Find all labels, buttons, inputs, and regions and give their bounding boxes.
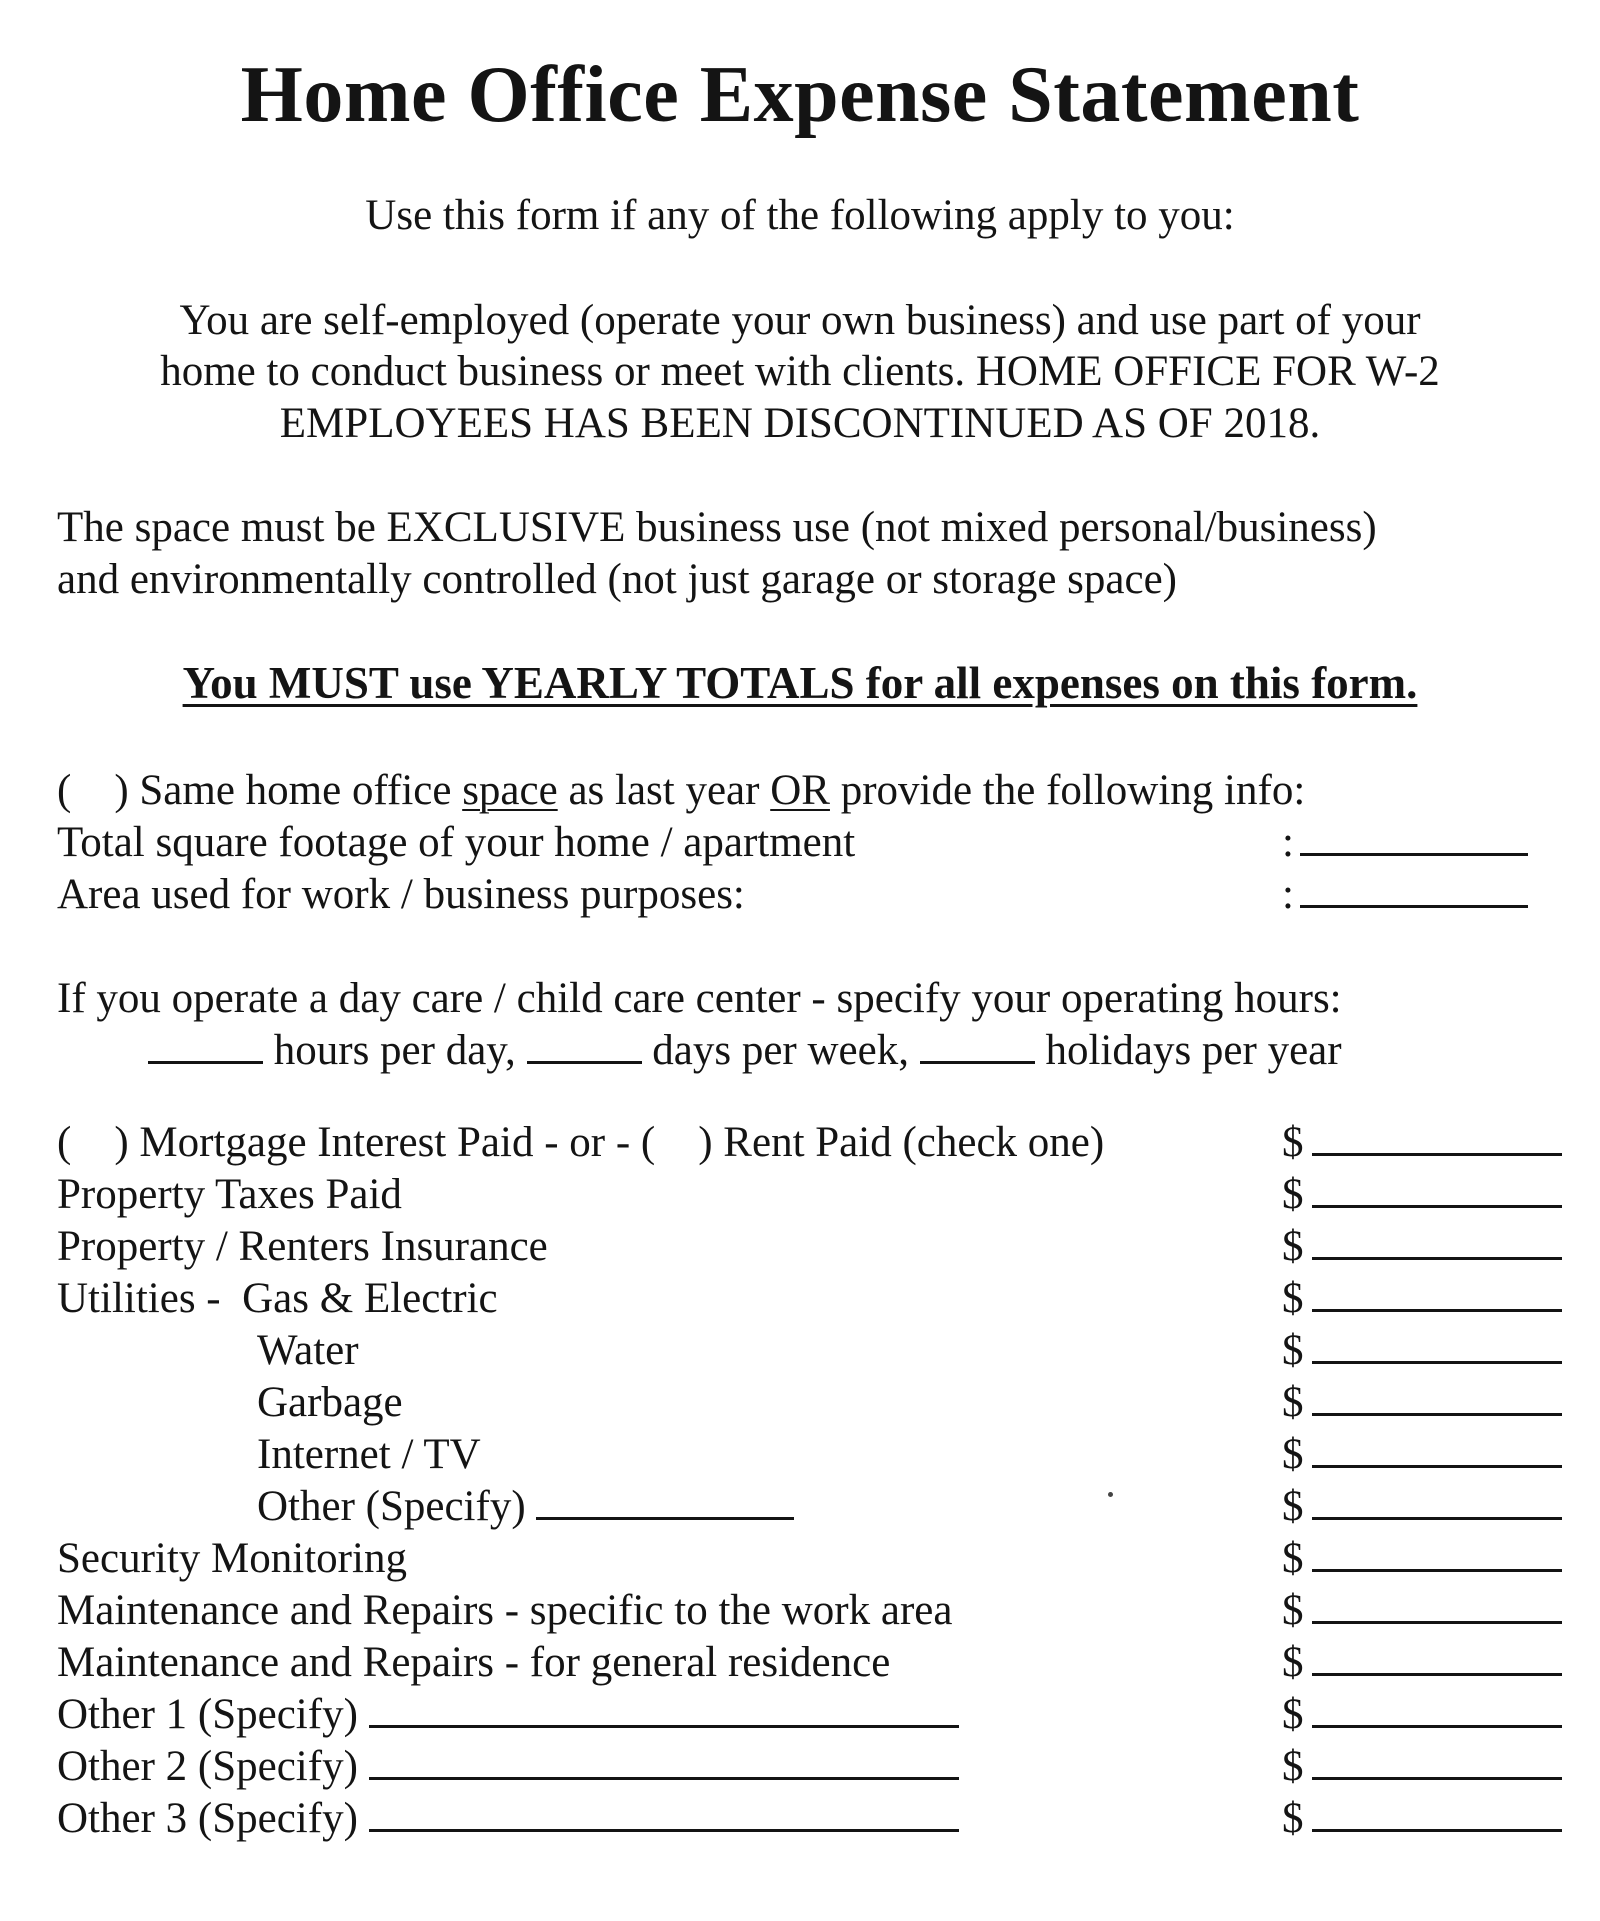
mortgage-rent-line bbox=[57, 1117, 1104, 1169]
dollar-sign: $ bbox=[1282, 1639, 1304, 1686]
garbage-amount bbox=[1282, 1377, 1562, 1429]
maint-general-label: Maintenance and Repairs - for general residence bbox=[57, 1639, 891, 1686]
other1-label: Other 1 (Specify) bbox=[57, 1691, 369, 1738]
maint-work-label: Maintenance and Repairs - specific to the work area bbox=[57, 1587, 953, 1634]
maint-work-input[interactable] bbox=[1312, 1585, 1562, 1624]
mortgage-label: Mortgage Interest Paid - or - bbox=[139, 1119, 641, 1166]
dollar-sign: $ bbox=[1282, 1691, 1304, 1738]
utility-other-line bbox=[257, 1481, 794, 1533]
other1-line bbox=[57, 1689, 959, 1741]
same-space-suffix: provide the following info: bbox=[829, 767, 1306, 814]
total-sqft-colon: : bbox=[1282, 819, 1294, 866]
security-amount bbox=[1282, 1533, 1562, 1585]
yearly-totals-notice: You MUST use YEARLY TOTALS for all expenses on this form. bbox=[182, 658, 1418, 708]
gas-electric-input[interactable] bbox=[1312, 1273, 1562, 1312]
internet-tv-input[interactable] bbox=[1312, 1429, 1562, 1468]
work-area-field bbox=[1282, 869, 1528, 921]
maint-general-input[interactable] bbox=[1312, 1637, 1562, 1676]
property-taxes-label: Property Taxes Paid bbox=[57, 1171, 402, 1218]
gas-electric-label: Gas & Electric bbox=[242, 1275, 498, 1322]
internet-tv-label: Internet / TV bbox=[257, 1431, 481, 1478]
other3-amount bbox=[1282, 1793, 1562, 1845]
other3-specify-input[interactable] bbox=[369, 1793, 959, 1832]
dollar-sign: $ bbox=[1282, 1275, 1304, 1322]
garbage-input[interactable] bbox=[1312, 1377, 1562, 1416]
mortgage-rent-amount bbox=[1282, 1117, 1562, 1169]
same-space-word: space bbox=[462, 767, 558, 814]
paragraph2-line2: and environmentally controlled (not just garage or storage space) bbox=[57, 556, 1177, 603]
utility-other-amount bbox=[1282, 1481, 1562, 1533]
dollar-sign: $ bbox=[1282, 1119, 1304, 1166]
other3-line bbox=[57, 1793, 959, 1845]
insurance-input[interactable] bbox=[1312, 1221, 1562, 1260]
security-input[interactable] bbox=[1312, 1533, 1562, 1572]
other2-amount bbox=[1282, 1741, 1562, 1793]
daycare-hours-line bbox=[148, 1025, 1342, 1077]
other2-input[interactable] bbox=[1312, 1741, 1562, 1780]
work-area-input[interactable] bbox=[1300, 869, 1528, 908]
water-label: Water bbox=[257, 1327, 359, 1374]
security-label: Security Monitoring bbox=[57, 1535, 407, 1582]
other3-label: Other 3 (Specify) bbox=[57, 1795, 369, 1842]
total-sqft-input[interactable] bbox=[1300, 817, 1528, 856]
same-space-prefix: Same home office bbox=[139, 767, 463, 814]
mortgage-checkbox[interactable]: ( ) bbox=[57, 1119, 129, 1166]
paragraph1-line1: You are self-employed (operate your own business) and use part of your bbox=[179, 297, 1421, 344]
other2-line bbox=[57, 1741, 959, 1793]
paragraph1-line3: EMPLOYEES HAS BEEN DISCONTINUED AS OF 2018. bbox=[279, 400, 1321, 447]
other1-amount bbox=[1282, 1689, 1562, 1741]
maint-general-amount bbox=[1282, 1637, 1562, 1689]
property-taxes-input[interactable] bbox=[1312, 1169, 1562, 1208]
form-title: Home Office Expense Statement bbox=[240, 51, 1360, 139]
dollar-sign: $ bbox=[1282, 1587, 1304, 1634]
daycare-line: If you operate a day care / child care center - specify your operating hours: bbox=[57, 975, 1342, 1022]
rent-label: Rent Paid (check one) bbox=[723, 1119, 1105, 1166]
work-area-colon: : bbox=[1282, 871, 1294, 918]
same-space-or: OR bbox=[770, 767, 830, 814]
dollar-sign: $ bbox=[1282, 1483, 1304, 1530]
mortgage-rent-input[interactable] bbox=[1312, 1117, 1562, 1156]
dollar-sign: $ bbox=[1282, 1431, 1304, 1478]
intro-text: Use this form if any of the following apply to you: bbox=[365, 192, 1235, 239]
holidays-per-year-input[interactable] bbox=[920, 1025, 1035, 1064]
same-space-line bbox=[57, 765, 1305, 817]
dollar-sign: $ bbox=[1282, 1171, 1304, 1218]
utilities-label: Utilities - bbox=[57, 1275, 243, 1322]
dollar-sign: $ bbox=[1282, 1743, 1304, 1790]
insurance-label: Property / Renters Insurance bbox=[57, 1223, 548, 1270]
scan-speck bbox=[1108, 1492, 1113, 1497]
dollar-sign: $ bbox=[1282, 1327, 1304, 1374]
dollar-sign: $ bbox=[1282, 1379, 1304, 1426]
other1-specify-input[interactable] bbox=[369, 1689, 959, 1728]
total-sqft-label: Total square footage of your home / apartment bbox=[57, 819, 856, 866]
work-area-label: Area used for work / business purposes: bbox=[57, 871, 745, 918]
other3-input[interactable] bbox=[1312, 1793, 1562, 1832]
other2-label: Other 2 (Specify) bbox=[57, 1743, 369, 1790]
dollar-sign: $ bbox=[1282, 1795, 1304, 1842]
water-input[interactable] bbox=[1312, 1325, 1562, 1364]
dollar-sign: $ bbox=[1282, 1535, 1304, 1582]
hours-per-day-input[interactable] bbox=[148, 1025, 263, 1064]
utility-other-specify-input[interactable] bbox=[536, 1481, 794, 1520]
other1-input[interactable] bbox=[1312, 1689, 1562, 1728]
dollar-sign: $ bbox=[1282, 1223, 1304, 1270]
utility-other-label: Other (Specify) bbox=[257, 1483, 537, 1530]
water-amount bbox=[1282, 1325, 1562, 1377]
property-taxes-amount bbox=[1282, 1169, 1562, 1221]
insurance-amount bbox=[1282, 1221, 1562, 1273]
same-space-checkbox[interactable]: ( ) bbox=[57, 767, 129, 814]
utilities-line bbox=[57, 1273, 498, 1325]
total-sqft-field bbox=[1282, 817, 1528, 869]
days-per-week-label: days per week, bbox=[652, 1027, 909, 1074]
paragraph2-line1: The space must be EXCLUSIVE business use (not mixed personal/business) bbox=[57, 504, 1377, 551]
rent-checkbox[interactable]: ( ) bbox=[640, 1119, 713, 1166]
internet-tv-amount bbox=[1282, 1429, 1562, 1481]
holidays-per-year-label: holidays per year bbox=[1045, 1027, 1342, 1074]
utility-other-input[interactable] bbox=[1312, 1481, 1562, 1520]
garbage-label: Garbage bbox=[257, 1379, 403, 1426]
paragraph1-line2: home to conduct business or meet with clients. HOME OFFICE FOR W-2 bbox=[160, 348, 1440, 395]
days-per-week-input[interactable] bbox=[527, 1025, 642, 1064]
maint-work-amount bbox=[1282, 1585, 1562, 1637]
gas-electric-amount bbox=[1282, 1273, 1562, 1325]
same-space-mid: as last year bbox=[557, 767, 771, 814]
hours-per-day-label: hours per day, bbox=[273, 1027, 516, 1074]
other2-specify-input[interactable] bbox=[369, 1741, 959, 1780]
